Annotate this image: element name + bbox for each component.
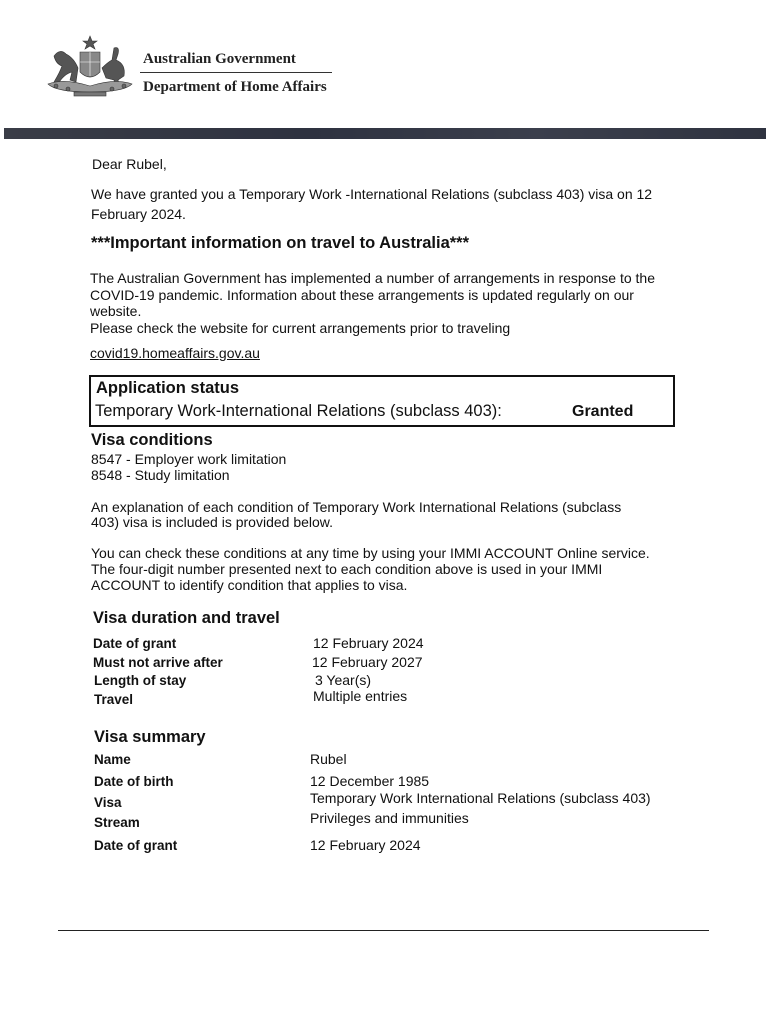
date-of-birth-label: Date of birth [94, 774, 174, 789]
visa-summary-heading: Visa summary [94, 728, 206, 746]
grant-text-line: February 2024. [91, 206, 186, 222]
date-of-birth-value: 12 December 1985 [310, 773, 430, 789]
department-name: Department of Home Affairs [143, 79, 327, 95]
summary-date-of-grant-value: 12 February 2024 [310, 837, 421, 853]
name-label: Name [94, 752, 131, 767]
name-value: Rubel [310, 751, 347, 767]
explanation-line: 403) visa is included is provided below. [91, 514, 334, 530]
footer-divider [58, 930, 709, 931]
check-conditions-line: You can check these conditions at any time by using your IMMI ACCOUNT Online service. [91, 545, 650, 561]
travel-value: Multiple entries [313, 688, 408, 704]
length-of-stay-value: 3 Year(s) [315, 672, 372, 688]
must-not-arrive-after-label: Must not arrive after [93, 655, 223, 670]
covid-website-link[interactable]: covid19.homeaffairs.gov.au [90, 345, 260, 361]
visa-conditions-heading: Visa conditions [91, 431, 213, 449]
condition-item: 8547 - Employer work limitation [91, 451, 287, 467]
org-name: Australian Government [143, 51, 296, 67]
important-heading: ***Important information on travel to Australia*** [91, 234, 470, 252]
stream-value: Privileges and immunities [310, 810, 469, 826]
visa-duration-heading: Visa duration and travel [93, 609, 280, 627]
must-not-arrive-after-value: 12 February 2027 [312, 654, 423, 670]
status-badge: Granted [572, 403, 634, 420]
date-of-grant-label: Date of grant [93, 636, 177, 651]
covid-text-line: The Australian Government has implemented a number of arrangements in response to the [90, 270, 655, 286]
summary-date-of-grant-label: Date of grant [94, 838, 178, 853]
condition-item: 8548 - Study limitation [91, 467, 230, 483]
covid-text-line: COVID-19 pandemic. Information about these arrangements is updated regularly on our [90, 287, 634, 303]
explanation-line: An explanation of each condition of Temporary Work International Relations (subclass [91, 499, 622, 515]
check-conditions-line: The four-digit number presented next to each condition above is used in your IMMI [91, 561, 603, 577]
grant-text-line: We have granted you a Temporary Work -International Relations (subclass 403) visa on 12 [91, 186, 653, 202]
coat-of-arms-icon [44, 34, 136, 98]
check-conditions-line: ACCOUNT to identify condition that applies to visa. [91, 577, 408, 593]
visa-name: Temporary Work-International Relations (subclass 403): [95, 402, 502, 420]
stream-label: Stream [94, 815, 140, 830]
date-of-grant-value: 12 February 2024 [313, 635, 424, 651]
covid-text-line: Please check the website for current arrangements prior to traveling [90, 320, 511, 336]
application-status-heading: Application status [96, 379, 240, 397]
visa-label: Visa [94, 795, 122, 810]
travel-label: Travel [94, 692, 134, 707]
length-of-stay-label: Length of stay [94, 673, 187, 688]
covid-text-line: website. [90, 303, 142, 319]
visa-value: Temporary Work International Relations (subclass 403) [310, 790, 651, 806]
header-divider [140, 72, 332, 73]
salutation: Dear Rubel, [92, 156, 167, 172]
header-banner [4, 128, 766, 139]
